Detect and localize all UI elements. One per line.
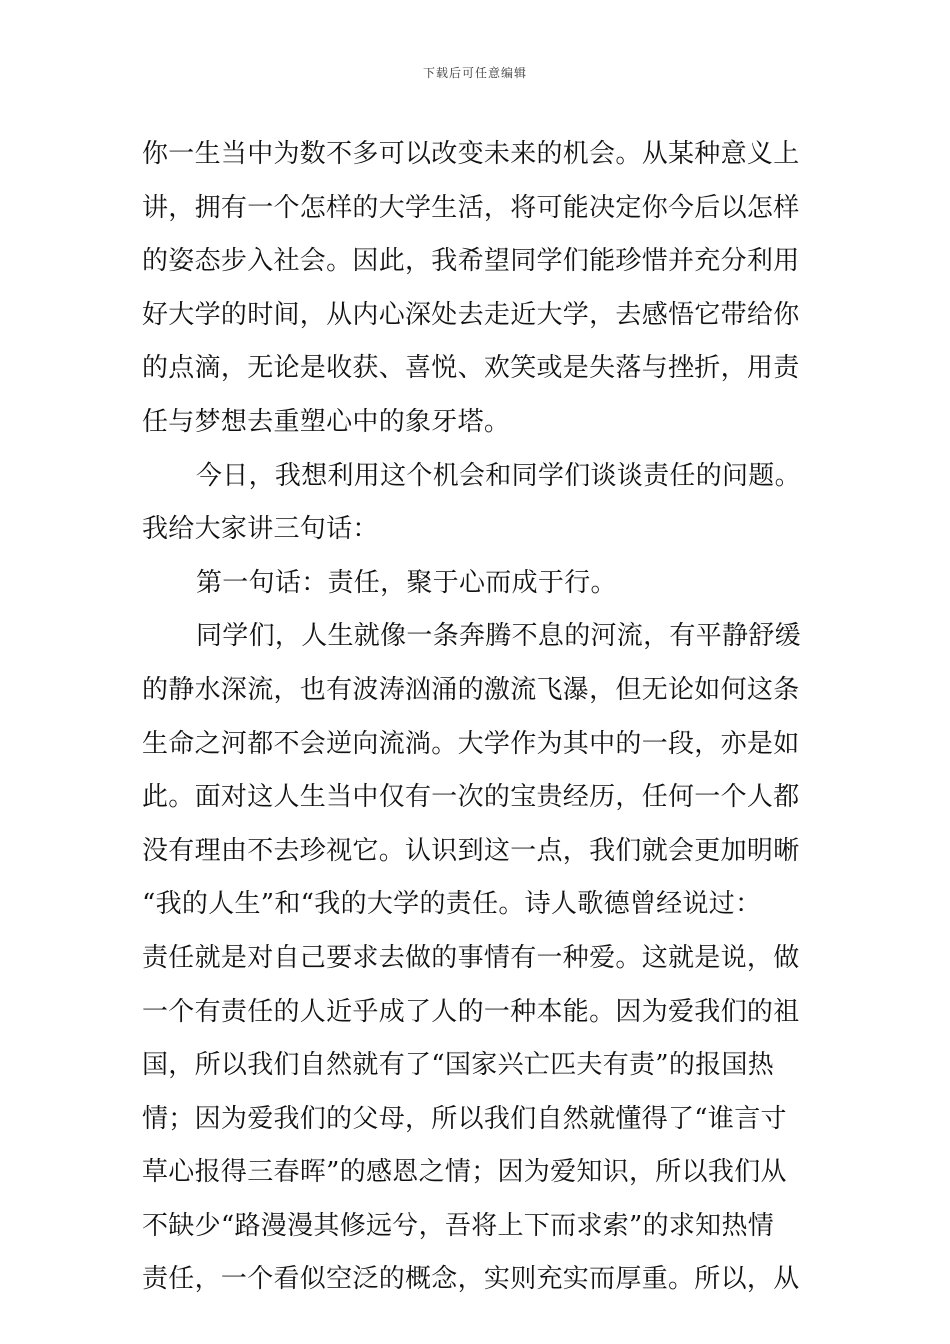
- page-header: 下载后可任意编辑: [422, 66, 527, 80]
- text-line: 的点滴，无论是收获、喜悦、欢笑或是失落与挫折，用责: [142, 353, 800, 384]
- text-line: 的姿态步入社会。因此，我希望同学们能珍惜并充分利用: [142, 246, 800, 277]
- text-line: 第一句话：责任，聚于心而成于行。: [196, 567, 617, 598]
- text-line: 同学们，人生就像一条奔腾不息的河流，有平静舒缓: [196, 621, 801, 652]
- text-line: 不缺少“路漫漫其修远兮，吾将上下而求索”的求知热情: [142, 1210, 775, 1241]
- text-line: 国，所以我们自然就有了“国家兴亡匹夫有责”的报国热: [142, 1050, 775, 1081]
- text-line: 讲，拥有一个怎样的大学生活，将可能决定你今后以怎样: [142, 192, 800, 223]
- text-line: 责任，一个看似空泛的概念，实则充实而厚重。所以，从: [142, 1264, 800, 1295]
- text-line: 生命之河都不会逆向流淌。大学作为其中的一段，亦是如: [142, 728, 800, 759]
- document-body: [142, 128, 810, 1307]
- text-line: 责任就是对自己要求去做的事情有一种爱。这就是说，做: [142, 942, 800, 973]
- text-line: 好大学的时间，从内心深处去走近大学，去感悟它带给你: [142, 299, 800, 330]
- text-line: 任与梦想去重塑心中的象牙塔。: [142, 406, 511, 437]
- text-line: 你一生当中为数不多可以改变未来的机会。从某种意义上: [142, 139, 800, 169]
- text-line: 一个有责任的人近乎成了人的一种本能。因为爱我们的祖: [142, 996, 800, 1027]
- text-line: 没有理由不去珍视它。认识到这一点，我们就会更加明晰: [142, 835, 800, 866]
- text-line: “我的人生”和“我的大学的责任。诗人歌德曾经说过：: [142, 889, 762, 920]
- text-line: 我给大家讲三句话：: [142, 514, 379, 545]
- text-line: 草心报得三春晖”的感恩之情；因为爱知识，所以我们从: [142, 1157, 787, 1188]
- text-line: 情；因为爱我们的父母，所以我们自然就懂得了“谁言寸: [142, 1103, 787, 1134]
- text-line: 今日，我想利用这个机会和同学们谈谈责任的问题。: [196, 460, 801, 491]
- text-line: 此。面对这人生当中仅有一次的宝贵经历，任何一个人都: [142, 782, 800, 813]
- text-line: 的静水深流，也有波涛汹涌的激流飞瀑，但无论如何这条: [142, 674, 800, 705]
